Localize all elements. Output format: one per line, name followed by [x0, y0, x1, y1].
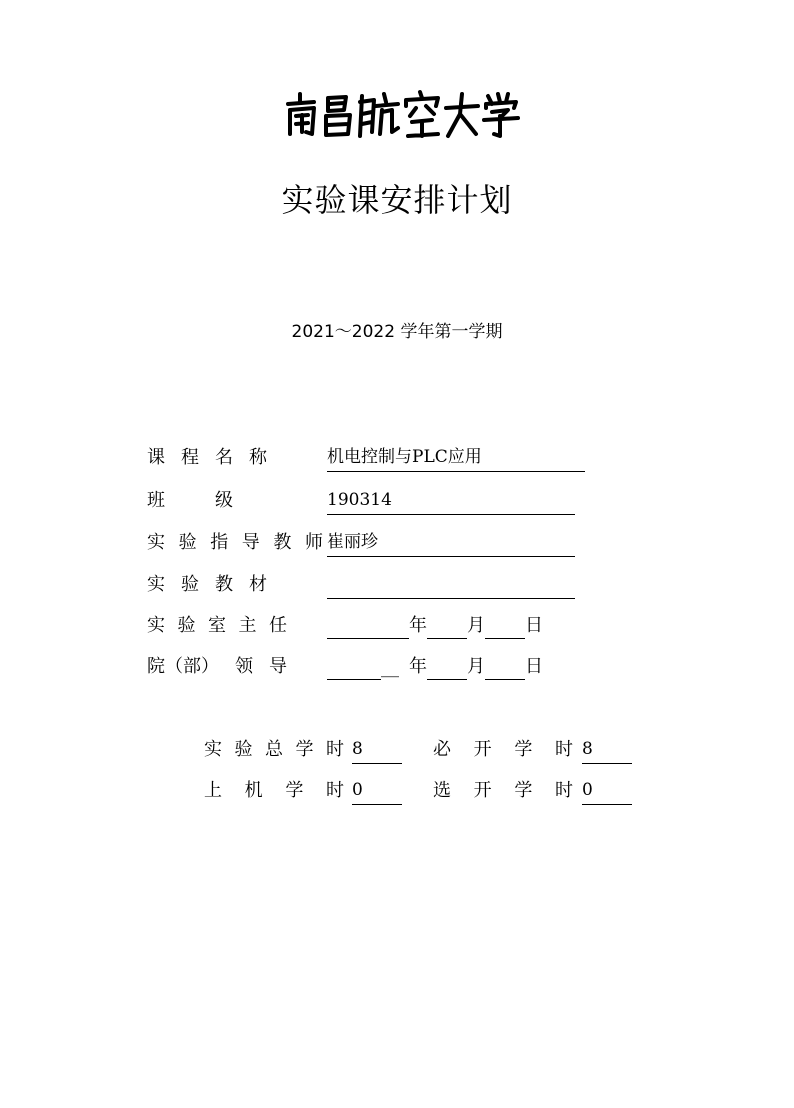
university-logo: [280, 88, 520, 144]
academic-term: 2021～2022 学年第一学期: [291, 322, 503, 342]
dept-leader-month-blank: [427, 655, 467, 680]
dept-leader-year-marker: __: [381, 657, 399, 678]
course-name-value: 机电控制与PLC应用: [327, 445, 585, 472]
textbook-label: 实 验 教 材: [147, 574, 267, 595]
class-value: 190314: [327, 488, 575, 515]
course-name-label: 课 程 名 称: [147, 447, 267, 468]
lab-director-day-blank: [485, 614, 525, 639]
dept-leader-year-blank: [327, 655, 381, 680]
day-unit: 日: [525, 656, 543, 677]
required-hours-label: 必 开 学 时: [433, 739, 573, 760]
day-unit: 日: [525, 615, 543, 636]
page-title: 实验课安排计划: [281, 181, 513, 219]
instructor-label: 实 验 指 导 教 师: [147, 532, 323, 553]
optional-hours-value: 0: [582, 778, 632, 805]
lab-director-month-blank: [427, 614, 467, 639]
lab-director-year-blank: [327, 614, 409, 639]
instructor-value: 崔丽珍: [327, 530, 575, 557]
month-unit: 月: [467, 656, 485, 677]
lab-director-label: 实 验 室 主 任: [147, 615, 287, 636]
computer-hours-value: 0: [352, 778, 402, 805]
dept-leader-day-blank: [485, 655, 525, 680]
class-label: 班 级: [147, 490, 233, 511]
year-unit: 年: [409, 615, 427, 636]
year-unit: 年: [409, 656, 427, 677]
textbook-value: [327, 572, 575, 599]
total-hours-label: 实 验 总 学 时: [204, 739, 344, 760]
month-unit: 月: [467, 615, 485, 636]
computer-hours-label: 上 机 学 时: [204, 780, 344, 801]
dept-leader-label: 院（部） 领 导: [147, 656, 287, 677]
optional-hours-label: 选 开 学 时: [433, 780, 573, 801]
required-hours-value: 8: [582, 737, 632, 764]
lab-director-date: [327, 613, 543, 639]
total-hours-value: 8: [352, 737, 402, 764]
dept-leader-date: [327, 654, 543, 680]
